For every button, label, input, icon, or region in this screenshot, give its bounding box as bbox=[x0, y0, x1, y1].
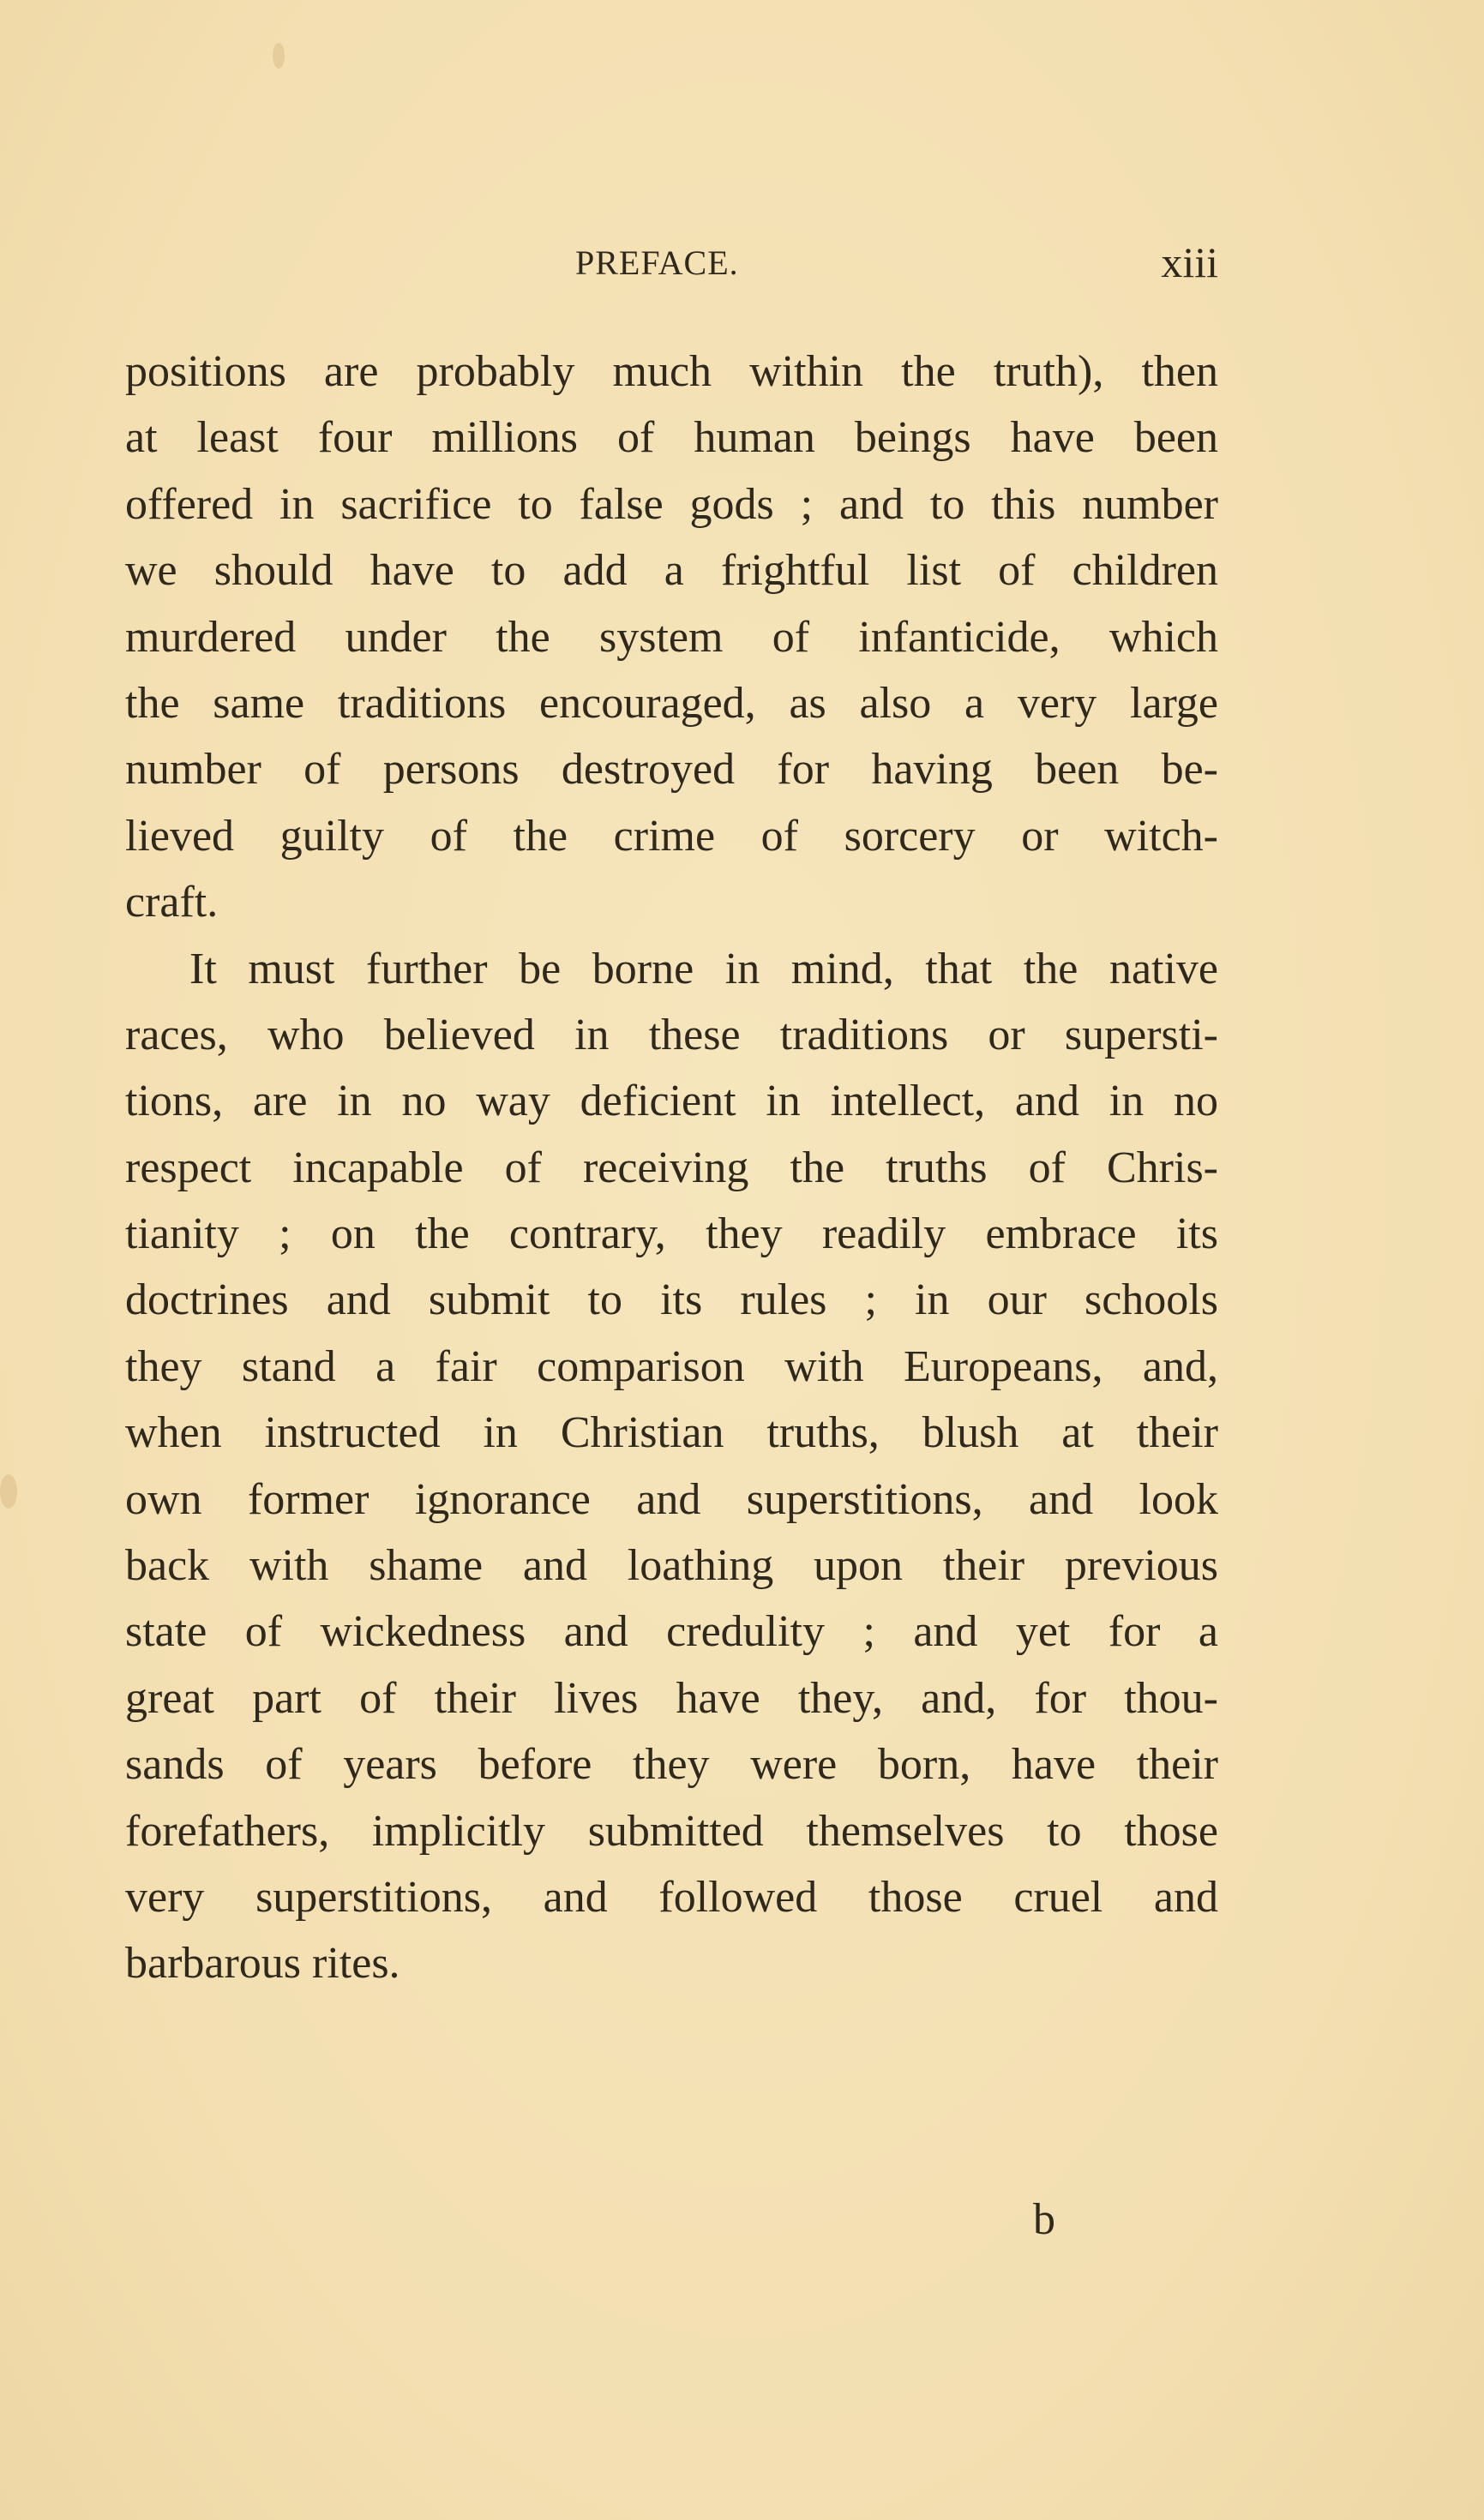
text-line: tianity ; on the contrary, they readily embrace its bbox=[125, 1209, 1218, 1259]
paper-stain bbox=[273, 43, 285, 69]
text-line: positions are probably much within the truth), then bbox=[125, 347, 1218, 396]
text-line: lieved guilty of the crime of sorcery or witch- bbox=[125, 811, 1218, 861]
text-line: back with shame and loathing upon their previous bbox=[125, 1541, 1218, 1591]
text-line: doctrines and submit to its rules ; in our schools bbox=[125, 1275, 1218, 1325]
paper-stain bbox=[0, 1474, 17, 1509]
paragraph bbox=[125, 936, 1218, 1997]
text-line: at least four millions of human beings have been bbox=[125, 413, 1218, 463]
text-line: murdered under the system of infanticide, which bbox=[125, 612, 1218, 662]
text-line: state of wickedness and credulity ; and yet for a bbox=[125, 1607, 1218, 1657]
running-title: PREFACE. bbox=[575, 243, 739, 282]
paragraph bbox=[125, 339, 1218, 936]
text-line: barbarous rites. bbox=[125, 1939, 400, 1989]
text-line: respect incapable of receiving the truths of Chris- bbox=[125, 1143, 1218, 1192]
text-line: number of persons destroyed for having been be- bbox=[125, 745, 1218, 795]
text-line: the same traditions encouraged, as also a very large bbox=[125, 678, 1218, 728]
text-line: they stand a fair comparison with Europeans, and, bbox=[125, 1341, 1218, 1391]
text-line: when instructed in Christian truths, blush at their bbox=[125, 1408, 1218, 1458]
body-text bbox=[125, 339, 1218, 1997]
page-header bbox=[125, 238, 1218, 294]
text-line: It must further be borne in mind, that the native bbox=[189, 944, 1218, 993]
page-number: xiii bbox=[1161, 238, 1218, 286]
text-line: craft. bbox=[125, 878, 219, 927]
text-line: offered in sacrifice to false gods ; and to this number bbox=[125, 479, 1218, 529]
text-line: forefathers, implicitly submitted themselves to those bbox=[125, 1806, 1218, 1856]
text-line: great part of their lives have they, and, for thou- bbox=[125, 1673, 1218, 1723]
text-line: sands of years before they were born, have their bbox=[125, 1740, 1218, 1790]
signature-mark: b bbox=[1033, 2195, 1055, 2244]
text-line: races, who believed in these traditions or supersti- bbox=[125, 1010, 1218, 1059]
text-line: we should have to add a frightful list of children bbox=[125, 546, 1218, 596]
text-line: own former ignorance and superstitions, and look bbox=[125, 1474, 1218, 1524]
text-line: tions, are in no way deficient in intellect, and in no bbox=[125, 1077, 1218, 1126]
text-line: very superstitions, and followed those cruel and bbox=[125, 1872, 1218, 1922]
